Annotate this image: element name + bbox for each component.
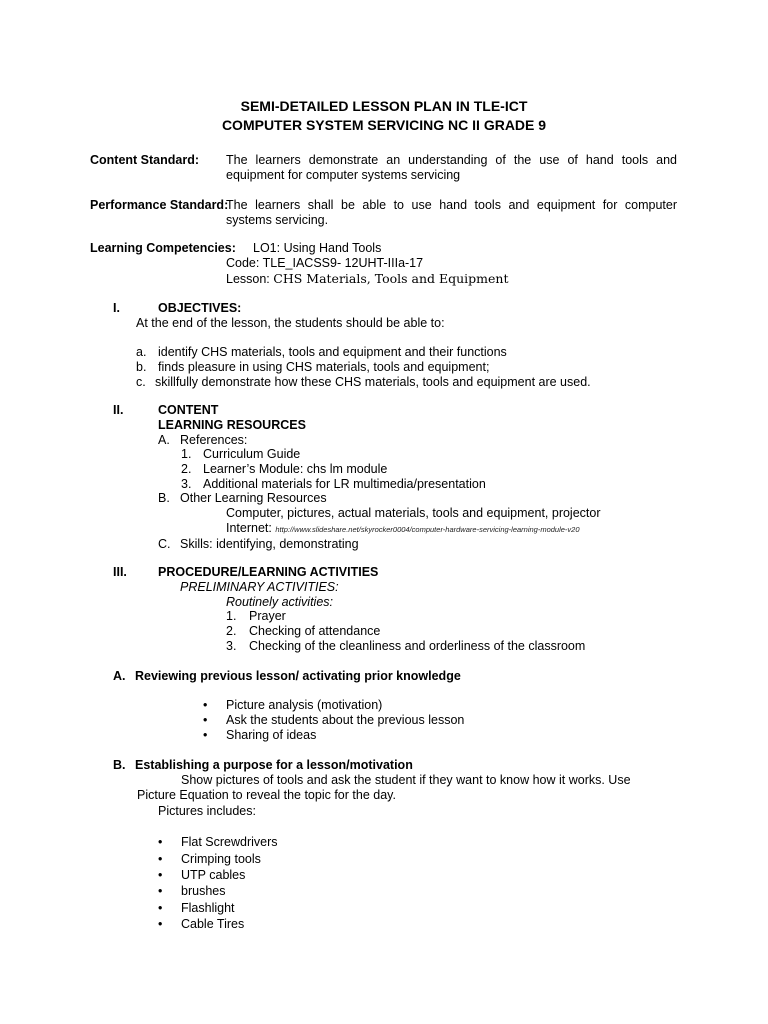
objectives-intro: At the end of the lesson, the students should be able to: [136,316,445,330]
routine-item: Checking of attendance [249,624,381,638]
reference-marker: 3. [181,477,192,491]
bullet-icon: • [158,917,163,931]
content-standard-line-2: equipment for computer systems servicing [226,168,461,182]
section-a-bullet: Ask the students about the previous lesson [226,713,465,727]
references-marker: A. [158,433,170,447]
routine-marker: 3. [226,639,237,653]
performance-standard-label: Performance Standard: [90,198,229,212]
section-b-paragraph-line-2: Picture Equation to reveal the topic for the day. [137,788,396,802]
learning-resources-heading: LEARNING RESOURCES [158,418,306,432]
procedure-numeral: III. [113,565,127,579]
learning-outcome: LO1: Using Hand Tools [253,241,382,255]
other-resources-marker: B. [158,491,170,505]
section-b-heading: Establishing a purpose for a lesson/motivation [135,758,413,772]
lesson-label: Lesson: [226,272,270,286]
reference-item: Learner’s Module: chs lm module [203,462,388,476]
content-numeral: II. [113,403,124,417]
document-title-line-2: COMPUTER SYSTEM SERVICING NC II GRADE 9 [221,117,547,133]
routine-item: Prayer [249,609,286,623]
skills-marker: C. [158,537,171,551]
section-a-bullet: Sharing of ideas [226,728,317,742]
content-heading: CONTENT [158,403,219,417]
objectives-numeral: I. [113,301,120,315]
pictures-label: Pictures includes: [158,804,256,818]
reference-marker: 2. [181,462,192,476]
picture-item: brushes [181,884,226,898]
preliminary-activities: PRELIMINARY ACTIVITIES: [180,580,339,594]
picture-item: Flashlight [181,901,235,915]
learning-competencies-label: Learning Competencies: [90,241,236,255]
objective-marker: b. [136,360,147,374]
picture-item: Flat Screwdrivers [181,835,278,849]
performance-standard-line-2: systems servicing. [226,213,329,227]
bullet-icon: • [203,728,208,742]
skills-text: Skills: identifying, demonstrating [180,537,359,551]
bullet-icon: • [158,901,163,915]
objective-marker: a. [136,345,147,359]
routinely-activities: Routinely activities: [226,595,333,609]
bullet-icon: • [158,868,163,882]
other-resources-text: Computer, pictures, actual materials, tools and equipment, projector [226,506,601,520]
competency-code: Code: TLE_IACSS9- 12UHT-IIIa-17 [226,256,424,270]
content-standard-label: Content Standard: [90,153,200,167]
picture-item: UTP cables [181,868,246,882]
picture-item: Cable Tires [181,917,245,931]
objective-marker: c. [136,375,146,389]
internet-url-link[interactable]: http://www.slideshare.net/skyrocker0004/computer-hardware-servicing-learning-module-v20 [275,525,580,534]
objective-item: skillfully demonstrate how these CHS materials, tools and equipment are used. [155,375,591,389]
section-a-marker: A. [113,669,126,683]
reference-item: Additional materials for LR multimedia/presentation [203,477,486,491]
procedure-heading: PROCEDURE/LEARNING ACTIVITIES [158,565,379,579]
routine-marker: 1. [226,609,237,623]
objective-item: finds pleasure in using CHS materials, tools and equipment; [158,360,490,374]
section-b-marker: B. [113,758,126,772]
picture-item: Crimping tools [181,852,261,866]
references-label: References: [180,433,248,447]
objective-item: identify CHS materials, tools and equipment and their functions [158,345,507,359]
content-standard-line-1: The learners demonstrate an understanding of the use of hand tools and [226,153,677,167]
section-a-bullet: Picture analysis (motivation) [226,698,383,712]
bullet-icon: • [158,852,163,866]
other-resources-label: Other Learning Resources [180,491,327,505]
bullet-icon: • [203,713,208,727]
section-a-heading: Reviewing previous lesson/ activating prior knowledge [135,669,461,683]
internet-label: Internet: [226,521,272,535]
section-b-paragraph-line-1: Show pictures of tools and ask the student if they want to know how it works. Use [181,773,631,787]
lesson-title: CHS Materials, Tools and Equipment [273,271,509,286]
bullet-icon: • [158,884,163,898]
objectives-heading: OBJECTIVES: [158,301,242,315]
performance-standard-line-1: The learners shall be able to use hand tools and equipment for computer [226,198,677,212]
reference-item: Curriculum Guide [203,447,301,461]
bullet-icon: • [203,698,208,712]
document-title-line-1: SEMI-DETAILED LESSON PLAN IN TLE-ICT [240,98,528,114]
reference-marker: 1. [181,447,192,461]
bullet-icon: • [158,835,163,849]
routine-marker: 2. [226,624,237,638]
routine-item: Checking of the cleanliness and orderliness of the classroom [249,639,586,653]
